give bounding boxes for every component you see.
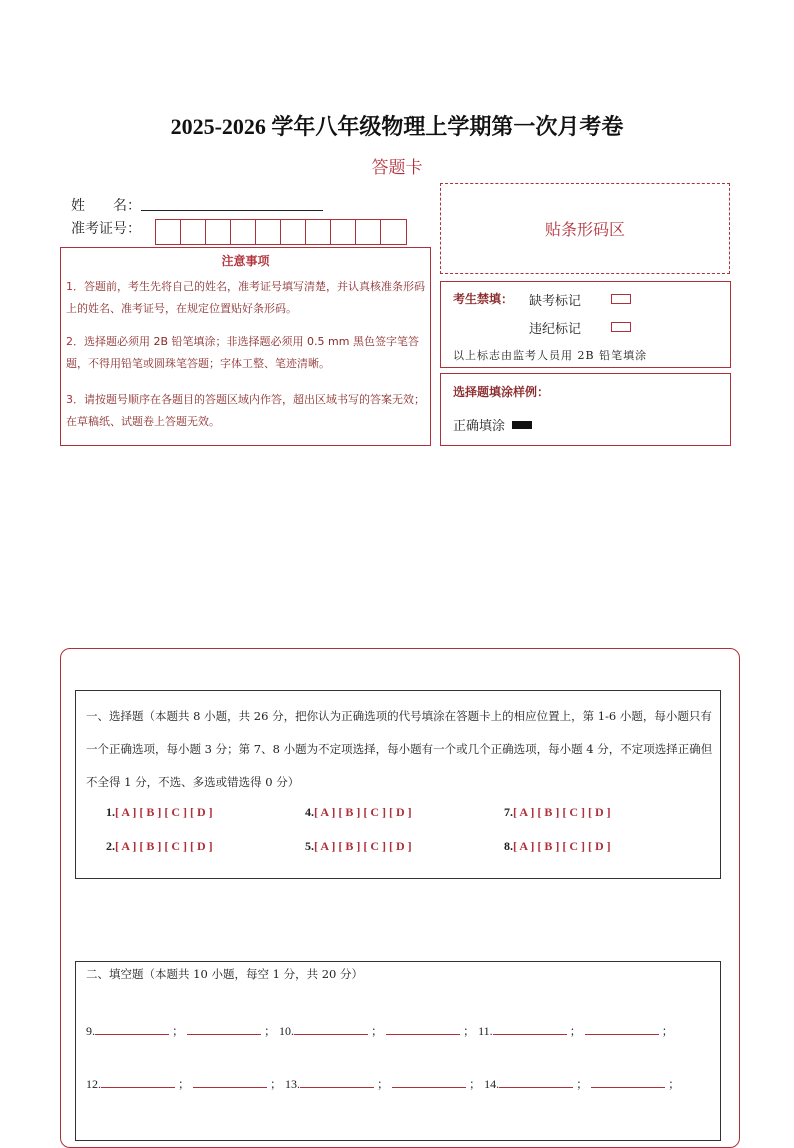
barcode-label: 贴条形码区 (544, 220, 625, 239)
answer-blank[interactable] (193, 1075, 267, 1088)
answer-blank[interactable] (294, 1022, 368, 1035)
answer-blank[interactable] (585, 1022, 659, 1035)
exam-number-cell[interactable] (331, 220, 356, 244)
choice-question[interactable]: 2.[ A ] [ B ] [ C ] [ D ] (106, 839, 213, 853)
exam-number-cell[interactable] (181, 220, 206, 244)
exam-number-cell[interactable] (356, 220, 381, 244)
exam-number-label: 准考证号： (71, 221, 141, 237)
choice-question[interactable]: 8.[ A ] [ B ] [ C ] [ D ] (504, 839, 611, 853)
notice-heading: 注意事项 (60, 247, 431, 277)
absent-mark-box[interactable] (611, 294, 631, 304)
exam-number-cell[interactable] (381, 220, 406, 244)
exam-number-cell[interactable] (206, 220, 231, 244)
exam-number-boxes[interactable] (155, 219, 407, 245)
answer-blank[interactable] (493, 1022, 567, 1035)
answer-blank[interactable] (101, 1075, 175, 1088)
answer-blank[interactable] (386, 1022, 460, 1035)
notice-item: 2．选择题必须用 2B 铅笔填涂；非选择题必须用 0.5 mm 黑色签字笔答题，不得用铅笔或圆珠笔答题；字体工整、笔迹清晰。 (66, 335, 419, 370)
exam-number-cell[interactable] (306, 220, 331, 244)
choice-question[interactable]: 7.[ A ] [ B ] [ C ] [ D ] (504, 805, 611, 819)
fill-blank-title: 二、填空题（本题共 10 小题，每空 1 分，共 20 分） (86, 967, 364, 981)
answer-blank[interactable] (95, 1022, 169, 1035)
choice-instructions: 一、选择题（本题共 8 小题，共 26 分，把你认为正确选项的代号填涂在答题卡上的相应位置上，第 1-6 小题，每小题只有一个正确选项，每小题 3 分；第 7、8 小题为不定项选择，每小题有一个或几个正确选项，每小题 4 分，不定项选择正确但不全得 1 分，不选、多选或错选得 0 分） (86, 709, 713, 789)
answer-blank[interactable] (300, 1075, 374, 1088)
page-title: 2025-2026 学年八年级物理上学期第一次月考卷 (170, 114, 624, 139)
fill-blank-section (75, 961, 721, 1141)
answer-blank[interactable] (187, 1022, 261, 1035)
exam-number-cell[interactable] (256, 220, 281, 244)
forbid-box (440, 281, 731, 368)
notice-item: 1．答题前，考生先将自己的姓名，准考证号填写清楚，并认真核准条形码上的姓名、准考证号，在规定位置贴好条形码。 (66, 280, 425, 315)
choice-section (75, 690, 721, 879)
name-label: 姓 名： (71, 198, 141, 214)
violation-mark-box[interactable] (611, 322, 631, 332)
choice-question[interactable]: 1.[ A ] [ B ] [ C ] [ D ] (106, 805, 213, 819)
notice-item: 3．请按题号顺序在各题目的答题区域内作答，超出区域书写的答案无效；在草稿纸、试题卷上答题无效。 (66, 393, 425, 428)
name-input-line[interactable] (141, 210, 323, 211)
sample-box (440, 373, 731, 446)
forbid-heading: 考生禁填： (453, 292, 514, 306)
choice-question[interactable]: 5.[ A ] [ B ] [ C ] [ D ] (305, 839, 412, 853)
page-subtitle: 答题卡 (371, 158, 423, 178)
exam-number-cell[interactable] (231, 220, 256, 244)
fill-blank-row: 12. ； ； 13. ； ； 14. ； ； (86, 1077, 681, 1091)
answer-blank[interactable] (591, 1075, 665, 1088)
sample-heading: 选择题填涂样例： (453, 385, 550, 399)
forbid-note: 以上标志由监考人员用 2B 铅笔填涂 (453, 349, 648, 362)
answer-blank[interactable] (499, 1075, 573, 1088)
barcode-area (440, 183, 730, 274)
correct-fill-label: 正确填涂 (453, 419, 506, 434)
exam-number-cell[interactable] (281, 220, 306, 244)
answer-blank[interactable] (392, 1075, 466, 1088)
violation-mark-label: 违纪标记 (529, 322, 582, 337)
absent-mark-label: 缺考标记 (529, 294, 582, 309)
choice-question[interactable]: 4.[ A ] [ B ] [ C ] [ D ] (305, 805, 412, 819)
fill-blank-row: 9. ； ； 10. ； ； 11. ； ； (86, 1024, 674, 1038)
filled-mark-example (512, 421, 532, 429)
exam-number-cell[interactable] (156, 220, 181, 244)
